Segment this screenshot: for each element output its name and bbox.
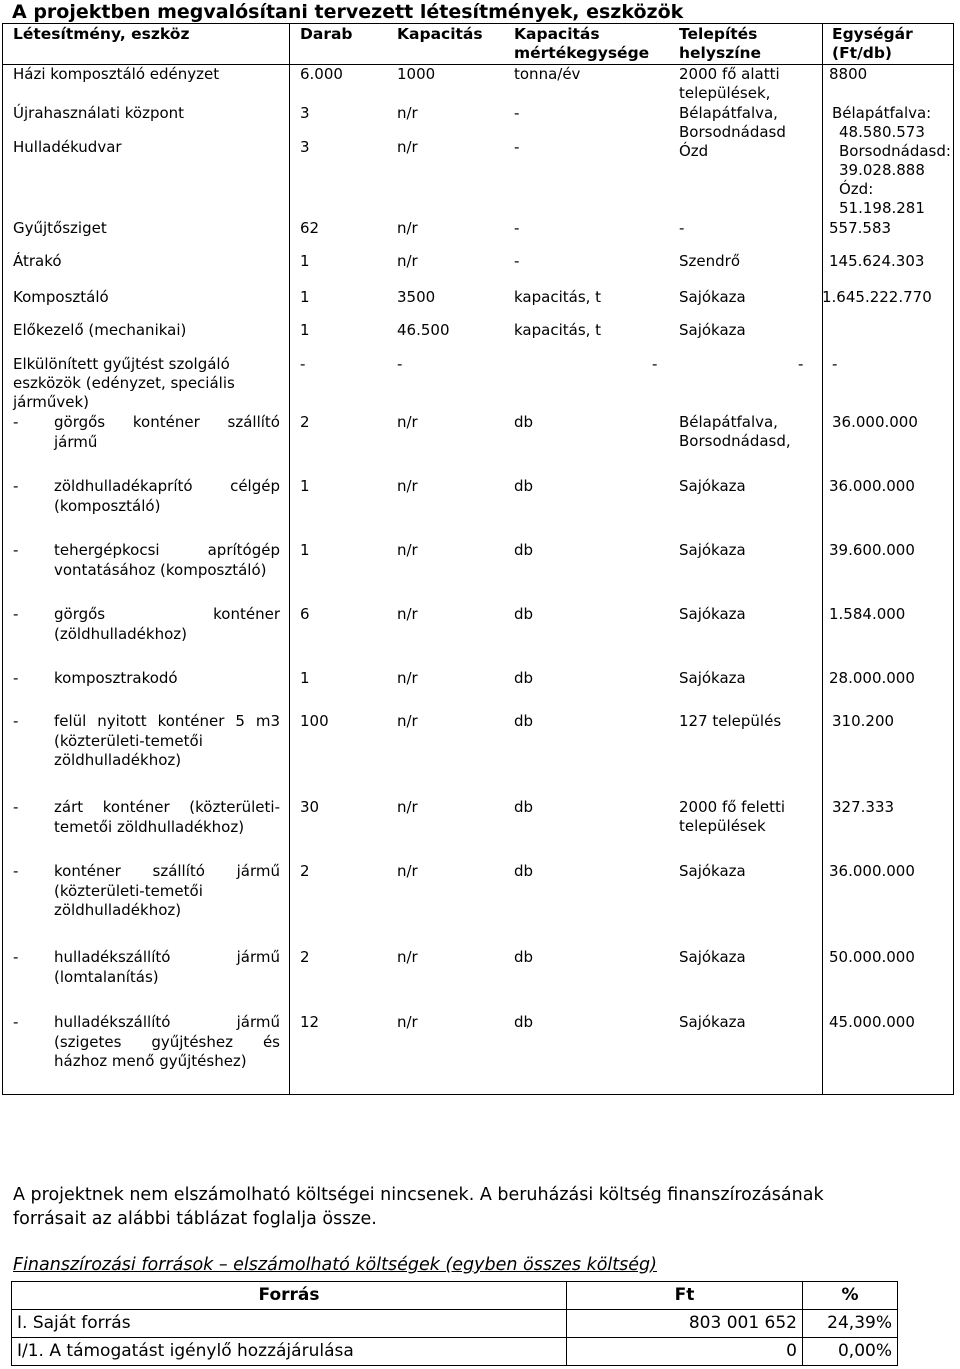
cell-price: 557.583 <box>829 219 892 237</box>
cell-item: Komposztáló <box>13 288 109 306</box>
cell-price-line5: Ózd: <box>839 180 874 198</box>
financing-title: Finanszírozási források – elszámolható költségek (egyben összes költség) <box>13 1255 657 1275</box>
header-pct: % <box>803 1282 898 1310</box>
bullet-dash: - <box>13 1013 19 1031</box>
cell-capacity: n/r <box>397 712 418 730</box>
cell-capacity: 3500 <box>397 288 436 306</box>
cell-count: 1 <box>300 669 310 687</box>
cell-count: 1 <box>300 288 310 306</box>
facilities-table <box>2 23 954 1095</box>
cell-location: Bélapátfalva, <box>679 413 778 431</box>
cell-item-line2: eszközök (edényzet, speciális <box>13 374 235 392</box>
cell-price-line3: Borsodnádasd: <box>839 142 951 160</box>
cell-location: 127 település <box>679 712 782 730</box>
cell-unit: db <box>514 669 534 687</box>
cell-price-line6: 51.198.281 <box>839 199 925 217</box>
cell-count: 1 <box>300 321 310 339</box>
cell-count: 6.000 <box>300 65 343 83</box>
column-divider <box>822 24 823 1094</box>
cell-price: 45.000.000 <box>829 1013 915 1031</box>
cell-unit: - <box>514 104 520 122</box>
cell-capacity: n/r <box>397 104 418 122</box>
cell-ft: 0 <box>567 1338 803 1366</box>
cell-capacity: n/r <box>397 138 418 156</box>
cell-unit: - <box>514 219 520 237</box>
cell-item: Elkülönített gyűjtést szolgáló <box>13 355 230 373</box>
cell-unit: kapacitás, t <box>514 321 602 339</box>
cell-unit: db <box>514 1013 534 1031</box>
cell-location: 2000 fő alatti <box>679 65 780 83</box>
cell-price: 8800 <box>829 65 868 83</box>
cell-location: Sajókaza <box>679 288 746 306</box>
cell-location: Sajókaza <box>679 1013 746 1031</box>
cell-capacity: n/r <box>397 669 418 687</box>
cell-count: 1 <box>300 252 310 270</box>
cell-unit: db <box>514 712 534 730</box>
cell-price: 28.000.000 <box>829 669 915 687</box>
cell-location: Sajókaza <box>679 948 746 966</box>
cell-item: konténer szállító jármű (közterületi-temetői zöldhulladékhoz) <box>54 862 280 919</box>
cell-location: 2000 fő feletti <box>679 798 786 816</box>
cell-item: Gyűjtősziget <box>13 219 107 237</box>
page-title: A projektben megvalósítani tervezett létesítmények, eszközök <box>12 1 684 23</box>
cell-item: zárt konténer (közterületi-temetői zöldhulladékhoz) <box>54 798 280 836</box>
cell-source: I. Saját forrás <box>12 1310 567 1338</box>
cell-pct: 0,00% <box>803 1338 898 1366</box>
cell-unit: - <box>514 138 520 156</box>
cell-location-line2: települések <box>679 817 766 835</box>
bullet-dash: - <box>13 948 19 966</box>
cell-location: - <box>679 219 685 237</box>
cell-count: 1 <box>300 477 310 495</box>
cell-price: Bélapátfalva: <box>832 104 932 122</box>
cell-location: Bélapátfalva, <box>679 104 778 122</box>
cell-price: - <box>832 355 838 373</box>
header-unit-line2: mértékegysége <box>514 44 650 62</box>
cell-count: 30 <box>300 798 320 816</box>
cell-location: Szendrő <box>679 252 740 270</box>
cell-count: 62 <box>300 219 320 237</box>
cell-capacity: n/r <box>397 1013 418 1031</box>
cell-unit: db <box>514 541 534 559</box>
cell-count: 6 <box>300 605 310 623</box>
header-price-line2: (Ft/db) <box>832 44 893 62</box>
cell-unit: - <box>514 252 520 270</box>
bullet-dash: - <box>13 413 19 431</box>
bullet-dash: - <box>13 862 19 880</box>
header-count: Darab <box>300 25 353 43</box>
cell-capacity: n/r <box>397 541 418 559</box>
cell-price: 36.000.000 <box>832 413 918 431</box>
cell-item: Hulladékudvar <box>13 138 122 156</box>
cell-location: Sajókaza <box>679 862 746 880</box>
header-location: Telepítés <box>679 25 758 43</box>
cell-location-line2: települések, <box>679 84 771 102</box>
cell-unit: db <box>514 948 534 966</box>
cell-capacity: 46.500 <box>397 321 450 339</box>
cell-price: 1.584.000 <box>829 605 906 623</box>
cell-item-line3: járművek) <box>13 393 90 411</box>
cell-price: 50.000.000 <box>829 948 915 966</box>
cell-item: Átrakó <box>13 252 62 270</box>
cell-unit: db <box>514 605 534 623</box>
cell-price: 39.600.000 <box>829 541 915 559</box>
cell-price: 1.645.222.770 <box>822 288 932 306</box>
cell-price: 145.624.303 <box>829 252 925 270</box>
cell-location: Sajókaza <box>679 477 746 495</box>
cell-price-line4: 39.028.888 <box>839 161 925 179</box>
cell-price: 327.333 <box>832 798 895 816</box>
cell-count: 12 <box>300 1013 320 1031</box>
cell-capacity: n/r <box>397 948 418 966</box>
header-location-line2: helyszíne <box>679 44 762 62</box>
cell-price: 310.200 <box>832 712 895 730</box>
cell-count: 3 <box>300 138 310 156</box>
cell-capacity: - <box>397 355 403 373</box>
cell-location: Sajókaza <box>679 605 746 623</box>
cell-unit: tonna/év <box>514 65 581 83</box>
bullet-dash: - <box>13 605 19 623</box>
cell-item: komposztrakodó <box>54 669 178 687</box>
financing-header-row <box>12 1282 898 1310</box>
header-unit: Kapacitás <box>514 25 600 43</box>
bullet-dash: - <box>13 541 19 559</box>
cell-source: I/1. A támogatást igénylő hozzájárulása <box>12 1338 567 1366</box>
cell-unit: db <box>514 477 534 495</box>
cell-count: 3 <box>300 104 310 122</box>
cell-unit: - <box>652 355 658 373</box>
cell-capacity: n/r <box>397 413 418 431</box>
cell-count: 100 <box>300 712 329 730</box>
cell-item: görgős konténer szállító jármű <box>54 413 280 451</box>
cell-capacity: n/r <box>397 477 418 495</box>
header-ft: Ft <box>567 1282 803 1310</box>
header-item: Létesítmény, eszköz <box>13 25 190 43</box>
cell-location-line3: Ózd <box>679 142 709 160</box>
cell-location: Sajókaza <box>679 321 746 339</box>
paragraph-line: A projektnek nem elszámolható költségei nincsenek. A beruházási költség finanszírozásának <box>13 1185 824 1205</box>
bullet-dash: - <box>13 712 19 730</box>
cell-price: 36.000.000 <box>829 862 915 880</box>
cell-item: Újrahasználati központ <box>13 104 185 122</box>
cell-count: - <box>300 355 306 373</box>
bullet-dash: - <box>13 669 19 687</box>
cell-count: 2 <box>300 413 310 431</box>
header-capacity: Kapacitás <box>397 25 483 43</box>
cell-unit: kapacitás, t <box>514 288 602 306</box>
cell-count: 2 <box>300 948 310 966</box>
bullet-dash: - <box>13 477 19 495</box>
cell-count: 2 <box>300 862 310 880</box>
cell-price: 36.000.000 <box>829 477 915 495</box>
cell-item: hulladékszállító jármű (szigetes gyűjtéshez és házhoz menő gyűjtéshez) <box>54 1013 280 1070</box>
cell-unit: db <box>514 798 534 816</box>
cell-location: - <box>798 355 804 373</box>
header-source: Forrás <box>12 1282 567 1310</box>
cell-location-line2: Borsodnádasd <box>679 123 786 141</box>
cell-item: felül nyitott konténer 5 m3 (közterületi-temetői zöldhulladékhoz) <box>54 712 280 769</box>
paragraph-line: forrásait az alábbi táblázat foglalja össze. <box>13 1209 377 1229</box>
cell-item: Házi komposztáló edényzet <box>13 65 220 83</box>
table-row <box>12 1338 898 1366</box>
cell-capacity: n/r <box>397 605 418 623</box>
bullet-dash: - <box>13 798 19 816</box>
cell-capacity: n/r <box>397 219 418 237</box>
cell-capacity: 1000 <box>397 65 436 83</box>
column-divider <box>289 24 290 1094</box>
cell-item: zöldhulladékaprító célgép (komposztáló) <box>54 477 280 515</box>
cell-capacity: n/r <box>397 798 418 816</box>
cell-location: Sajókaza <box>679 669 746 687</box>
cell-item: Előkezelő (mechanikai) <box>13 321 187 339</box>
cell-location: Sajókaza <box>679 541 746 559</box>
cell-count: 1 <box>300 541 310 559</box>
cell-item: hulladékszállító jármű (lomtalanítás) <box>54 948 280 986</box>
financing-table <box>11 1281 898 1366</box>
table-row <box>12 1310 898 1338</box>
cell-item: tehergépkocsi aprítógép vontatásához (komposztáló) <box>54 541 280 579</box>
cell-capacity: n/r <box>397 252 418 270</box>
cell-item: görgős konténer (zöldhulladékhoz) <box>54 605 280 643</box>
cell-ft: 803 001 652 <box>567 1310 803 1338</box>
cell-location-line2: Borsodnádasd, <box>679 432 791 450</box>
cell-pct: 24,39% <box>803 1310 898 1338</box>
cell-unit: db <box>514 413 534 431</box>
header-price: Egységár <box>832 25 913 43</box>
cell-price-line2: 48.580.573 <box>839 123 925 141</box>
cell-unit: db <box>514 862 534 880</box>
cell-capacity: n/r <box>397 862 418 880</box>
